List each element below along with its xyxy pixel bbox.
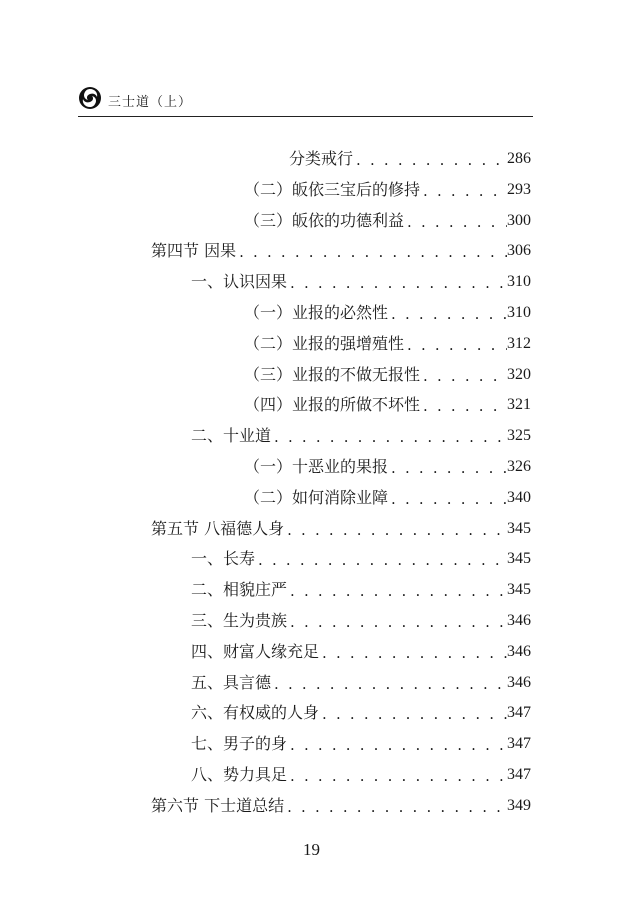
toc-entry-page-number: 346 <box>507 673 531 691</box>
toc-entry-page-number: 345 <box>507 519 531 537</box>
toc-entry-page-number: 286 <box>507 150 531 167</box>
toc-entry[interactable] <box>151 236 531 262</box>
toc-entry[interactable] <box>244 298 531 324</box>
toc-entry-page-number: 325 <box>507 427 531 445</box>
dot-leader <box>255 550 507 570</box>
toc-entry[interactable] <box>244 452 531 478</box>
toc-entry-title: （三）皈依的功德利益 <box>244 210 405 230</box>
dot-leader <box>287 735 507 755</box>
dot-leader <box>319 704 507 724</box>
header-rule <box>78 116 533 117</box>
toc-entry-title: （二）皈依三宝后的修持 <box>244 179 421 199</box>
dot-leader <box>353 150 507 170</box>
toc-entry-page-number: 346 <box>507 642 531 660</box>
toc-entry-page-number: 310 <box>507 273 531 291</box>
toc-entry-title: 二、十业道 <box>191 426 272 446</box>
dot-leader <box>388 304 507 324</box>
toc-entry-title: 一、认识因果 <box>191 272 288 292</box>
dot-leader <box>236 242 507 262</box>
toc-entry-page-number: 346 <box>507 612 531 629</box>
swirl-emblem-icon <box>78 86 102 110</box>
toc-entry[interactable] <box>191 421 531 447</box>
toc-entry[interactable] <box>191 575 531 601</box>
dot-leader <box>404 212 507 232</box>
toc-entry[interactable] <box>191 668 531 694</box>
toc-entry-page-number: 293 <box>507 180 531 198</box>
toc-entry-page-number: 321 <box>507 396 531 414</box>
toc-entry[interactable] <box>244 175 531 201</box>
dot-leader <box>271 427 507 447</box>
toc-entry-title: （一）业报的必然性 <box>244 303 389 322</box>
toc-entry-page-number: 349 <box>507 796 531 814</box>
toc-entry[interactable] <box>289 144 531 170</box>
toc-entry[interactable] <box>191 637 531 663</box>
toc-entry-title: 一、长寿 <box>191 549 256 569</box>
toc-entry-title: 分类戒行 <box>289 149 354 168</box>
header-title: 三士道（上） <box>108 95 193 110</box>
dot-leader <box>287 766 507 786</box>
dot-leader <box>284 520 507 540</box>
toc-entry-title: 六、有权威的人身 <box>191 703 320 723</box>
dot-leader <box>420 181 507 201</box>
toc-entry-page-number: 345 <box>507 581 531 599</box>
toc-entry-page-number: 326 <box>507 458 531 475</box>
toc-entry-title: （一）十恶业的果报 <box>244 457 389 476</box>
page-number: 19 <box>303 840 320 859</box>
toc-entry[interactable] <box>191 729 531 755</box>
toc-entry-title: 七、男子的身 <box>191 734 288 754</box>
dot-leader <box>388 458 507 478</box>
dot-leader <box>287 581 507 601</box>
dot-leader <box>287 273 507 293</box>
toc-entry[interactable] <box>244 483 531 509</box>
toc-entry[interactable] <box>244 360 531 386</box>
toc-entry-title: 第四节 因果 <box>151 241 237 261</box>
toc-entry-page-number: 345 <box>507 550 531 568</box>
toc-entry-page-number: 320 <box>507 365 531 383</box>
toc-entry[interactable] <box>191 760 531 786</box>
toc-entry-title: 四、财富人缘充足 <box>191 641 320 661</box>
toc-entry-title: （三）业报的不做无报性 <box>244 364 421 384</box>
toc-entry-page-number: 347 <box>507 766 531 783</box>
toc-entry-page-number: 347 <box>507 735 531 753</box>
dot-leader <box>404 335 507 355</box>
toc-entry-title: 第五节 八福德人身 <box>151 518 285 538</box>
toc-entry-title: 三、生为贵族 <box>191 611 288 630</box>
toc-entry[interactable] <box>191 267 531 293</box>
toc-entry-title: 第六节 下士道总结 <box>151 795 285 815</box>
toc-entry-title: 二、相貌庄严 <box>191 580 288 600</box>
toc-entry-page-number: 310 <box>507 304 531 321</box>
toc-entry-page-number: 340 <box>507 488 531 506</box>
dot-leader <box>284 797 507 817</box>
toc-entry-title: （二）业报的强增殖性 <box>244 333 405 353</box>
toc-entry-title: （四）业报的所做不坏性 <box>244 395 421 415</box>
toc-entry-title: （二）如何消除业障 <box>244 487 389 507</box>
dot-leader <box>319 643 507 663</box>
toc-entry[interactable] <box>191 698 531 724</box>
dot-leader <box>420 396 507 416</box>
toc-entry[interactable] <box>191 544 531 570</box>
dot-leader <box>420 366 507 386</box>
toc-entry-page-number: 300 <box>507 211 531 229</box>
toc-entry[interactable] <box>244 390 531 416</box>
toc-entry-title: 五、具言德 <box>191 672 272 692</box>
toc-entry[interactable] <box>151 514 531 540</box>
toc-entry[interactable] <box>151 791 531 817</box>
dot-leader <box>388 489 507 509</box>
toc-entry[interactable] <box>191 606 531 632</box>
dot-leader <box>271 674 507 694</box>
toc-entry[interactable] <box>244 206 531 232</box>
toc-entry[interactable] <box>244 329 531 355</box>
toc-entry-page-number: 347 <box>507 704 531 722</box>
dot-leader <box>287 612 507 632</box>
toc-entry-page-number: 306 <box>507 242 531 260</box>
running-header <box>78 86 533 116</box>
toc-entry-title: 八、势力具足 <box>191 765 288 784</box>
toc-entry-page-number: 312 <box>507 334 531 352</box>
